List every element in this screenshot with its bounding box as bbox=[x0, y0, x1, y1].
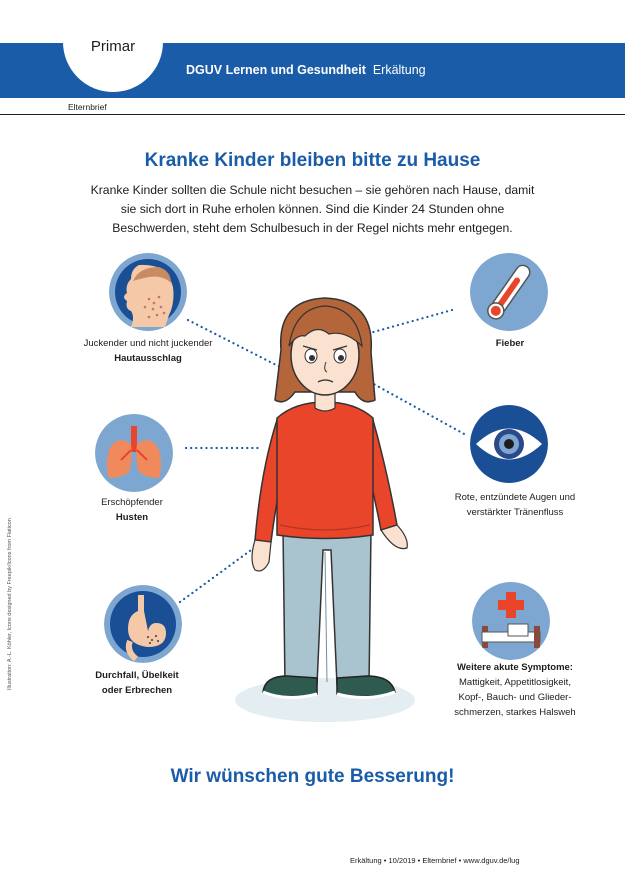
skin-rash-icon bbox=[109, 253, 187, 331]
footer-info: Erkältung • 10/2019 • Elternbrief • www.dguv.de/lug bbox=[350, 856, 520, 865]
eye-icon bbox=[470, 405, 548, 483]
thermometer-icon bbox=[470, 253, 548, 331]
other-symptoms-line2: Kopf-, Bauch- und Glieder- bbox=[458, 692, 572, 703]
closing-message: Wir wünschen gute Besserung! bbox=[170, 766, 455, 787]
stomach-caption bbox=[62, 668, 212, 698]
cough-caption bbox=[62, 495, 202, 525]
stomach-caption-line1: Durchfall, Übelkeit bbox=[95, 670, 179, 681]
eyes-caption-line1: Rote, entzündete Augen und bbox=[454, 492, 576, 503]
stomach-icon bbox=[104, 585, 182, 663]
stomach-caption-line2: oder Erbrechen bbox=[101, 685, 173, 696]
sick-child-illustration bbox=[225, 290, 425, 730]
level-badge: Primar bbox=[90, 38, 136, 55]
illustration-credit: Illustration: A.-L. Köhler, Icons designed by Freepik/Icons from Flaticon bbox=[7, 518, 13, 690]
other-symptoms-heading: Weitere akute Symptome: bbox=[457, 662, 573, 673]
cough-caption-line: Erschöpfender bbox=[101, 497, 163, 508]
page-title: Kranke Kinder bleiben bitte zu Hause bbox=[144, 150, 481, 171]
rash-caption bbox=[58, 336, 238, 366]
fever-caption bbox=[440, 336, 580, 351]
eyes-caption-line2: verstärkter Tränenfluss bbox=[466, 507, 564, 518]
cough-caption-bold: Husten bbox=[115, 512, 149, 523]
other-symptoms-line3: schmerzen, starkes Halsweh bbox=[454, 707, 576, 718]
fever-caption-bold: Fieber bbox=[495, 338, 525, 349]
sickbed-icon bbox=[472, 582, 550, 660]
topic-name: Erkältung bbox=[372, 63, 426, 77]
rash-caption-bold: Hautausschlag bbox=[114, 353, 182, 364]
intro-line: Kranke Kinder sollten die Schule nicht besuchen – sie gehören nach Hause, damit bbox=[90, 183, 535, 197]
brand-name: DGUV Lernen und Gesundheit bbox=[186, 63, 366, 77]
intro-line: Beschwerden, steht dem Schulbesuch in der Regel nichts mehr entgegen. bbox=[112, 221, 513, 235]
other-symptoms-caption bbox=[430, 660, 600, 720]
intro-line: sie sich dort in Ruhe erholen können. Sind die Kinder 24 Stunden ohne bbox=[120, 202, 505, 216]
eyes-caption bbox=[430, 490, 600, 520]
document-type: Elternbrief bbox=[68, 102, 107, 112]
rash-caption-line: Juckender und nicht juckender bbox=[83, 338, 213, 349]
other-symptoms-line1: Mattigkeit, Appetitlosigkeit, bbox=[459, 677, 571, 688]
lungs-icon bbox=[95, 414, 173, 492]
